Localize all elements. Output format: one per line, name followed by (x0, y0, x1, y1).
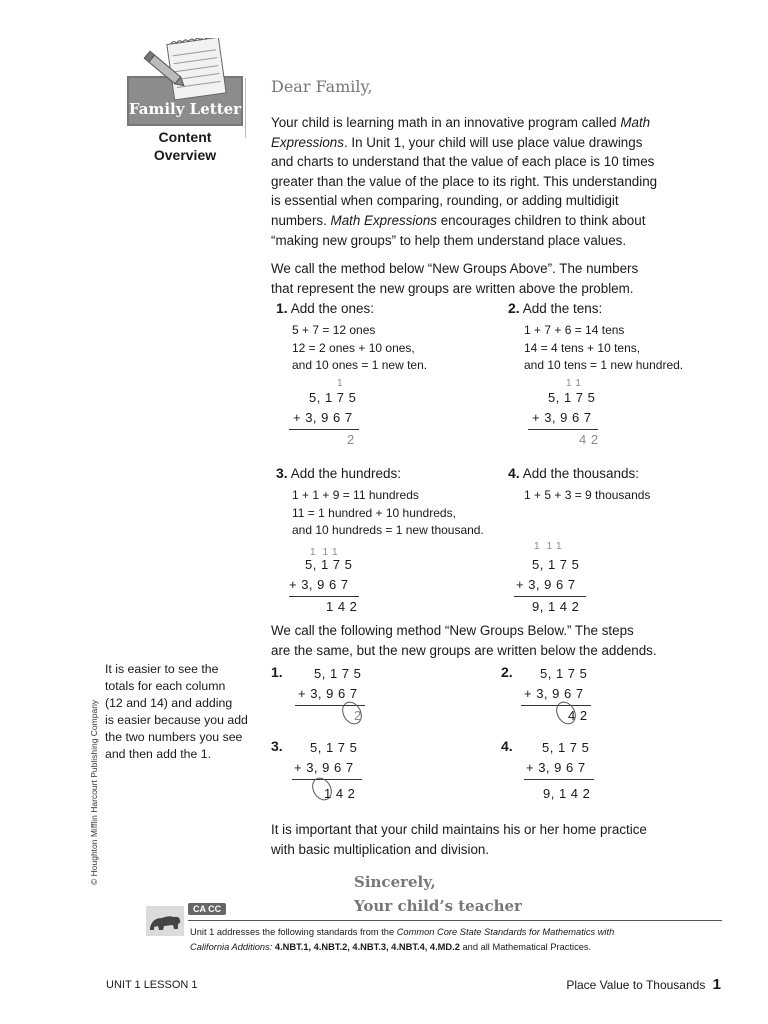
addend-top: 5, 1 7 5 (542, 740, 590, 755)
side-note-line: is easier because you add (105, 713, 248, 727)
carry-digits: 1 (337, 378, 344, 389)
intro-line: “making new groups” to help them understand place values. (271, 232, 627, 248)
sum-result: 2 (347, 432, 355, 447)
copyright: © Houghton Mifflin Harcourt Publishing Company (89, 699, 99, 885)
addend-top: 5, 1 7 5 (314, 666, 362, 681)
addend-bottom: + 3, 9 6 7 (294, 760, 354, 775)
footer-unit-lesson: UNIT 1 LESSON 1 (106, 979, 198, 991)
addend-bottom: + 3, 9 6 7 (524, 686, 584, 701)
step-number: 2. (501, 664, 513, 680)
step-explanation: 12 = 2 ones + 10 ones, (292, 340, 415, 355)
step-explanation: 5 + 7 = 12 ones (292, 323, 376, 337)
step-number: 4. (501, 738, 513, 754)
intro-paragraph (271, 113, 731, 250)
intro-line: Expressions. In Unit 1, your child will use place value drawings (271, 134, 643, 150)
above-step-3 (276, 465, 516, 615)
step-number: 3. (276, 465, 288, 481)
sum-result: 4 2 (579, 432, 599, 447)
step-title: Add the hundreds: (290, 466, 402, 481)
step-explanation: 1 + 5 + 3 = 9 thousands (524, 488, 651, 502)
badge-divider (245, 78, 246, 138)
side-note-line: totals for each column (105, 679, 226, 693)
side-note-line: (12 and 14) and adding (105, 696, 233, 710)
intro-line: numbers. Math Expressions encourages children to think about (271, 212, 646, 228)
new-groups-above-intro (271, 259, 731, 298)
intro-line: greater than the value of the place to its right. This understanding (271, 173, 658, 189)
side-note (105, 661, 265, 763)
below-step-3 (271, 738, 391, 801)
sum-result: 9, 1 4 2 (543, 786, 591, 801)
section2-line: are the same, but the new groups are written below the addends. (271, 642, 657, 658)
teacher-text: Your child’s teacher (354, 897, 522, 915)
section1-line: that represent the new groups are written above the problem. (271, 280, 634, 296)
sum-result: 1 4 2 (324, 786, 356, 801)
sum-result: 1 4 2 (326, 599, 358, 614)
addend-bottom: + 3, 9 6 7 (293, 410, 353, 425)
closing-line: with basic multiplication and division. (271, 841, 490, 857)
addend-bottom: + 3, 9 6 7 (298, 686, 358, 701)
family-letter-badge (127, 38, 243, 128)
sum-rule (289, 596, 359, 597)
addend-bottom: + 3, 9 6 7 (526, 760, 586, 775)
step-number: 4. (508, 465, 520, 481)
side-note-line: It is easier to see the (105, 662, 219, 676)
content-label: Content (158, 129, 212, 145)
sum-rule (514, 596, 586, 597)
step-number: 1. (276, 300, 288, 316)
step-number: 1. (271, 664, 283, 680)
side-note-line: and then add the 1. (105, 747, 211, 761)
intro-line: is essential when comparing, rounding, or adding multidigit (271, 193, 619, 209)
standards-badge: CA CC (188, 903, 226, 915)
page-number: 1 (712, 976, 721, 993)
footer-chapter-title: Place Value to Thousands (566, 978, 706, 992)
step-title: Add the tens: (522, 301, 603, 316)
step-title: Add the thousands: (522, 466, 640, 481)
addend-bottom: + 3, 9 6 7 (289, 577, 349, 592)
sum-rule (289, 429, 359, 430)
carry-digits: 1 1 1 (310, 547, 339, 558)
addend-top: 5, 1 7 5 (540, 666, 588, 681)
footer-title (566, 976, 721, 993)
overview-label: Overview (153, 147, 217, 163)
step-explanation: 1 + 1 + 9 = 11 hundreds (292, 488, 419, 502)
addend-bottom: + 3, 9 6 7 (532, 410, 592, 425)
below-step-4 (501, 738, 621, 801)
step-explanation: 11 = 1 hundred + 10 hundreds, (292, 505, 456, 520)
intro-line: Your child is learning math in an innovative program called Math (271, 115, 651, 130)
step-title: Add the ones: (290, 301, 375, 316)
intro-line: and charts to understand that the value of each place is 10 times (271, 154, 655, 170)
side-note-line: the two numbers you see (105, 730, 243, 744)
addend-top: 5, 1 7 5 (532, 557, 580, 572)
step-number: 2. (508, 300, 520, 316)
sum-result: 2 (354, 708, 362, 723)
step-explanation: and 10 hundreds = 1 new thousand. (292, 523, 484, 537)
standards-text: Unit 1 addresses the following standards from the Common Core State Standards for Mathematics with California Additions: 4.NBT.1, 4.NBT.2, 4.NBT.3, 4.NBT.4, 4.MD.2 and all Mathematical Practices. (190, 927, 615, 952)
above-step-4 (508, 465, 728, 615)
above-step-2 (508, 300, 728, 450)
step-number: 3. (271, 738, 283, 754)
step-explanation: and 10 ones = 1 new ten. (292, 358, 428, 372)
addend-top: 5, 1 7 5 (305, 557, 353, 572)
signature (354, 870, 522, 918)
greeting: Dear Family, (271, 77, 373, 96)
sum-rule (528, 429, 598, 430)
sincerely-text: Sincerely, (354, 873, 436, 891)
above-step-1 (276, 300, 496, 450)
section1-line: We call the method below “New Groups Above”. The numbers (271, 261, 639, 276)
closing-line: It is important that your child maintains his or her home practice (271, 822, 647, 837)
standards-rule (188, 920, 722, 921)
sum-rule (524, 779, 594, 780)
addend-bottom: + 3, 9 6 7 (516, 577, 576, 592)
carry-digits: 1 1 (566, 378, 582, 389)
sum-result: 4 2 (568, 708, 588, 723)
addend-top: 5, 1 7 5 (310, 740, 358, 755)
step-explanation: and 10 tens = 1 new hundred. (524, 358, 684, 372)
step-explanation: 1 + 7 + 6 = 14 tens (524, 323, 625, 337)
content-overview-label (127, 128, 243, 164)
family-letter-title: Family Letter (128, 100, 242, 118)
sum-result: 9, 1 4 2 (532, 599, 580, 614)
below-step-1 (271, 664, 391, 724)
addend-top: 5, 1 7 5 (309, 390, 357, 405)
new-groups-below-intro (271, 621, 741, 660)
bear-icon (146, 906, 184, 936)
carry-digits: 1 1 1 (534, 541, 563, 552)
below-step-2 (501, 664, 621, 724)
closing-paragraph (271, 820, 741, 859)
addend-top: 5, 1 7 5 (548, 390, 596, 405)
section2-line: We call the following method “New Groups Below.” The steps (271, 623, 634, 638)
step-explanation: 14 = 4 tens + 10 tens, (524, 340, 641, 355)
